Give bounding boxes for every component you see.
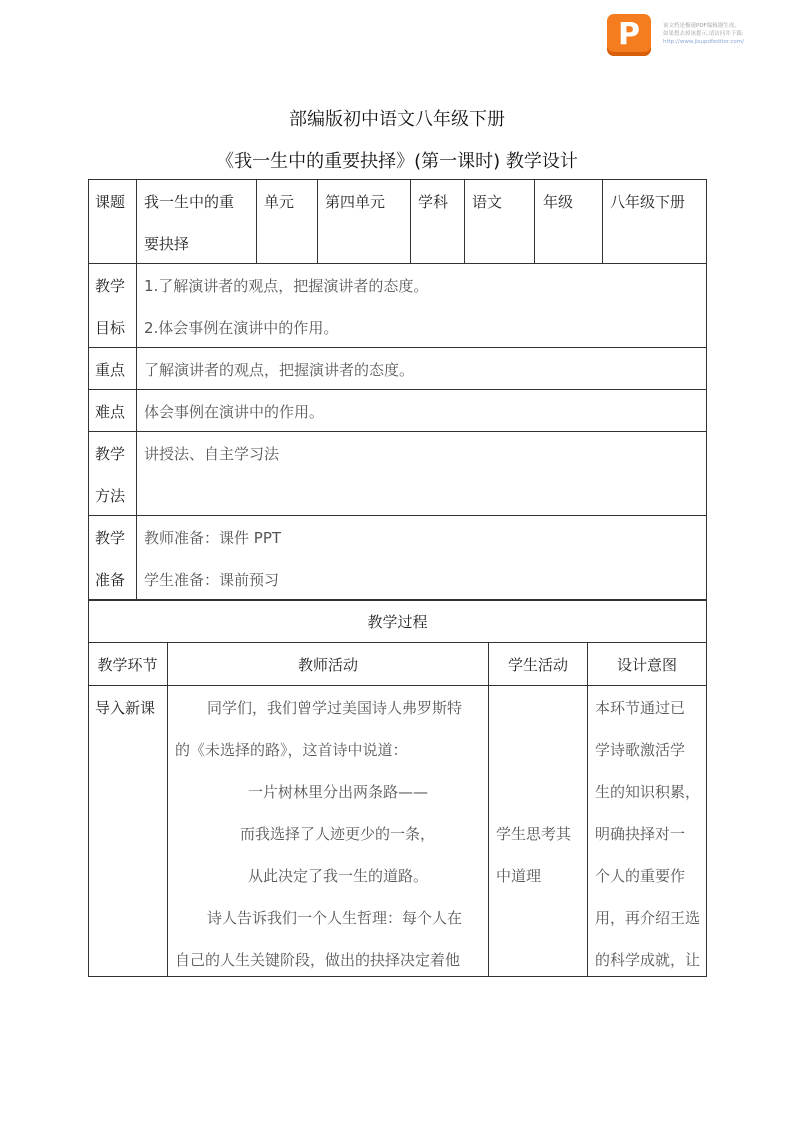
poem-line: 一片树林里分出两条路—— [248,783,429,801]
student-activity-line1: 学生思考其 [496,825,572,843]
watermark-text [663,22,744,46]
grade-value: 八年级下册 [610,193,686,211]
intent-line: 明确抉择对一 [595,825,686,843]
subject-label: 学科 [418,193,449,211]
unit-value: 第四单元 [325,193,386,211]
key-point-label: 重点 [95,361,126,379]
poem-line: 从此决定了我一生的道路。 [248,867,429,885]
goals-label-line2: 目标 [95,319,126,337]
difficulty-label: 难点 [95,403,126,421]
teacher-line: 诗人告诉我们一个人生哲理：每个人在 [207,909,463,927]
topic-label: 课题 [95,193,126,211]
watermark-url[interactable]: http://www.jisupdfeditor.com/ [663,39,744,45]
intent-line: 本环节通过已 [595,699,686,717]
watermark-line2: 如果想去掉该提示,请访问并下载: [663,31,744,37]
difficulty-value: 体会事例在演讲中的作用。 [144,403,325,421]
prep-label-line2: 准备 [95,571,126,589]
goals-label-line1: 教学 [95,277,126,295]
intent-line: 个人的重要作 [595,867,686,885]
doc-title-line1: 部编版初中语文八年级下册 [289,109,505,130]
prep-student: 学生准备：课前预习 [144,571,280,589]
intent-line: 生的知识积累， [595,783,701,801]
method-value: 讲授法、自主学习法 [144,445,280,463]
logo-glyph: P [618,17,640,52]
subject-value: 语文 [472,193,503,211]
unit-label: 单元 [264,193,295,211]
method-label-line2: 方法 [95,487,126,505]
prep-label-line1: 教学 [95,529,126,547]
intent-line: 的科学成就，让 [595,951,701,969]
student-activity-line2: 中道理 [496,867,542,885]
header-intent: 设计意图 [616,656,677,674]
prep-teacher: 教师准备：课件 PPT [144,529,282,547]
topic-value-line2: 要抉择 [144,235,190,253]
doc-title-line2: 《我一生中的重要抉择》(第一课时) 教学设计 [216,151,578,172]
header-teacher: 教师活动 [297,656,358,674]
pdf-editor-logo [607,14,651,56]
teacher-line: 同学们，我们曾学过美国诗人弗罗斯特 [207,699,463,717]
header-student: 学生活动 [507,656,568,674]
poem-line: 而我选择了人迹更少的一条， [240,825,436,843]
teacher-line: 自己的人生关键阶段，做出的抉择决定着他 [175,951,461,969]
goal-item-2: 2.体会事例在演讲中的作用。 [144,319,339,337]
watermark-line1: 该文档是极速PDF编辑器生成, [663,23,736,29]
topic-value-line1: 我一生中的重 [144,193,235,211]
method-label-line1: 教学 [95,445,126,463]
process-heading: 教学过程 [367,613,428,631]
intent-line: 学诗歌激活学 [595,741,686,759]
stage-intro: 导入新课 [95,699,156,717]
intent-line: 用，再介绍王选 [595,909,701,927]
key-point-value: 了解演讲者的观点，把握演讲者的态度。 [144,361,415,379]
teacher-line: 的《未选择的路》，这首诗中说道： [175,741,408,759]
grade-label: 年级 [543,193,574,211]
goal-item-1: 1.了解演讲者的观点，把握演讲者的态度。 [144,277,429,295]
header-stage: 教学环节 [97,656,158,674]
